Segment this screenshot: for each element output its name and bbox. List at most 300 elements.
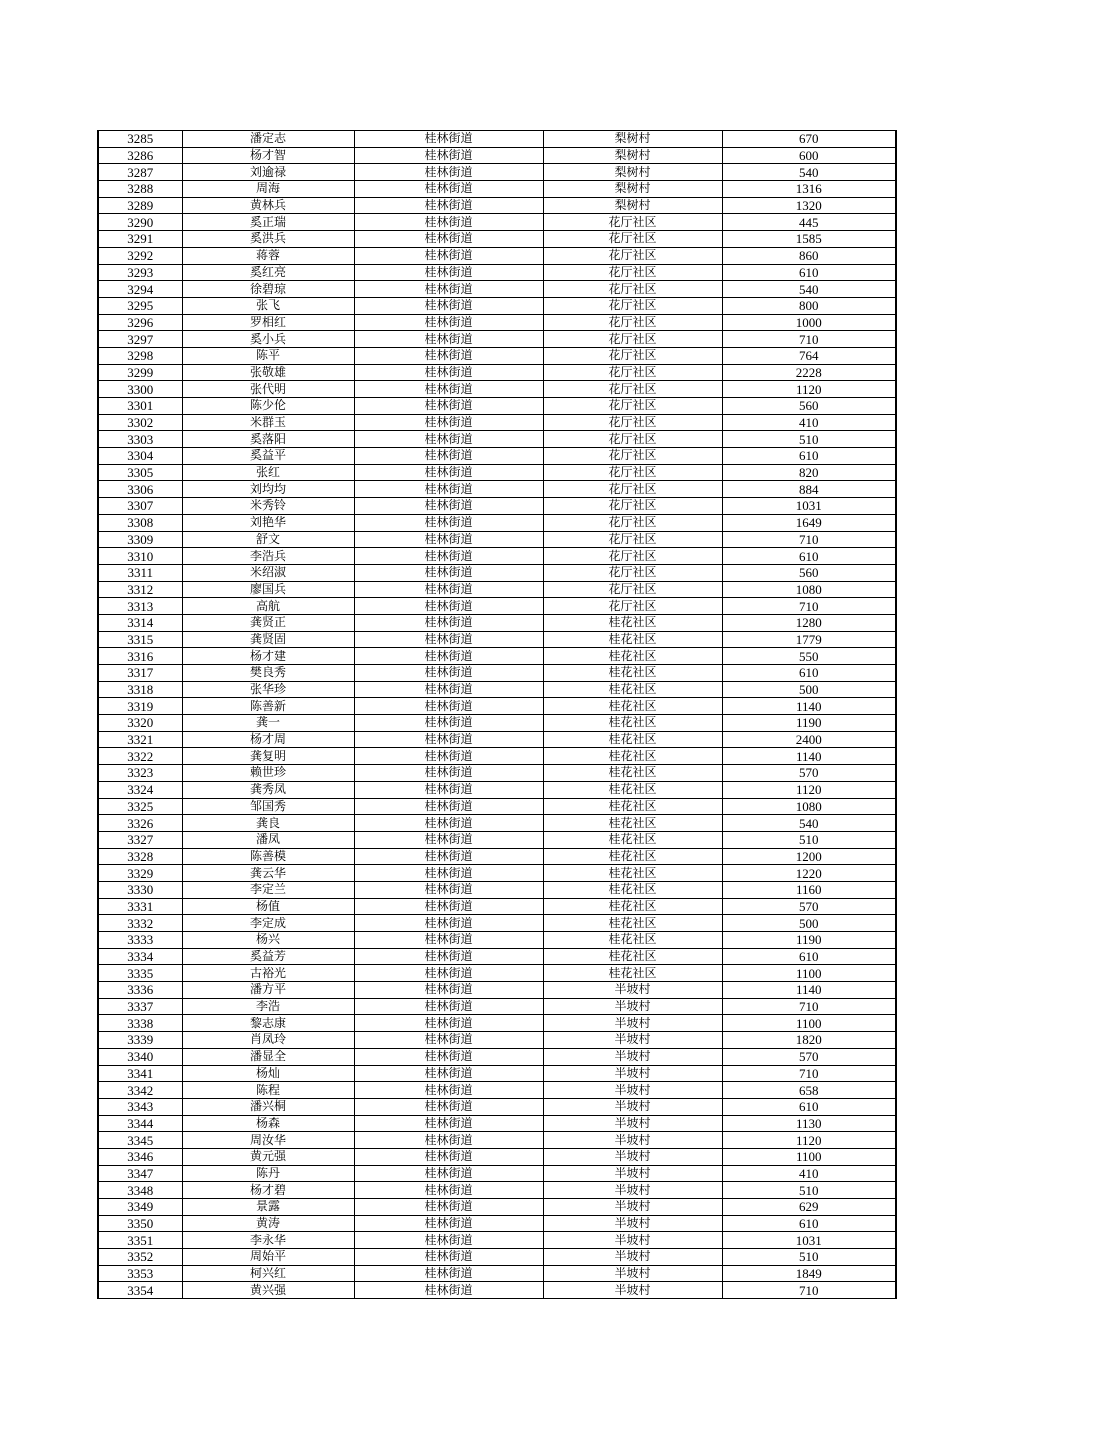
cell-village: 半坡村 — [543, 1199, 722, 1216]
table-row — [98, 314, 896, 331]
cell-number: 3351 — [98, 1232, 182, 1249]
table-row — [98, 781, 896, 798]
table-row — [98, 681, 896, 698]
cell-number: 3317 — [98, 665, 182, 682]
cell-village: 半坡村 — [543, 1282, 722, 1299]
cell-amount: 1649 — [722, 514, 896, 531]
table-row — [98, 1115, 896, 1132]
cell-street: 桂林街道 — [354, 748, 543, 765]
cell-street: 桂林街道 — [354, 765, 543, 782]
cell-street: 桂林街道 — [354, 448, 543, 465]
cell-number: 3345 — [98, 1132, 182, 1149]
cell-number: 3307 — [98, 498, 182, 515]
cell-amount: 570 — [722, 898, 896, 915]
table-row — [98, 982, 896, 999]
cell-street: 桂林街道 — [354, 514, 543, 531]
cell-street: 桂林街道 — [354, 1098, 543, 1115]
cell-number: 3298 — [98, 347, 182, 364]
cell-name: 黄林兵 — [182, 197, 354, 214]
cell-village: 花厅社区 — [543, 498, 722, 515]
table-row — [98, 214, 896, 231]
table-row — [98, 398, 896, 415]
cell-village: 梨树村 — [543, 147, 722, 164]
table-row — [98, 1215, 896, 1232]
cell-village: 半坡村 — [543, 1032, 722, 1049]
cell-street: 桂林街道 — [354, 614, 543, 631]
cell-number: 3340 — [98, 1048, 182, 1065]
cell-amount: 2228 — [722, 364, 896, 381]
cell-street: 桂林街道 — [354, 131, 543, 148]
table-row — [98, 1249, 896, 1266]
cell-amount: 820 — [722, 464, 896, 481]
cell-name: 黄兴强 — [182, 1282, 354, 1299]
cell-name: 李定成 — [182, 915, 354, 932]
cell-village: 花厅社区 — [543, 398, 722, 415]
cell-name: 陈程 — [182, 1082, 354, 1099]
cell-village: 半坡村 — [543, 1265, 722, 1282]
cell-street: 桂林街道 — [354, 698, 543, 715]
table-row — [98, 548, 896, 565]
cell-name: 奚小兵 — [182, 331, 354, 348]
cell-amount: 1190 — [722, 932, 896, 949]
cell-name: 米绍淑 — [182, 564, 354, 581]
cell-number: 3330 — [98, 881, 182, 898]
cell-amount: 560 — [722, 398, 896, 415]
cell-street: 桂林街道 — [354, 414, 543, 431]
cell-street: 桂林街道 — [354, 915, 543, 932]
cell-amount: 1140 — [722, 982, 896, 999]
cell-street: 桂林街道 — [354, 998, 543, 1015]
cell-amount: 445 — [722, 214, 896, 231]
cell-number: 3312 — [98, 581, 182, 598]
cell-number: 3314 — [98, 614, 182, 631]
table-row — [98, 164, 896, 181]
cell-name: 龚贤固 — [182, 631, 354, 648]
cell-village: 花厅社区 — [543, 548, 722, 565]
cell-street: 桂林街道 — [354, 1065, 543, 1082]
cell-street: 桂林街道 — [354, 715, 543, 732]
cell-street: 桂林街道 — [354, 1165, 543, 1182]
cell-amount: 570 — [722, 765, 896, 782]
cell-village: 桂花社区 — [543, 831, 722, 848]
cell-name: 陈善模 — [182, 848, 354, 865]
cell-number: 3333 — [98, 932, 182, 949]
cell-village: 桂花社区 — [543, 948, 722, 965]
cell-number: 3310 — [98, 548, 182, 565]
table-row — [98, 331, 896, 348]
cell-number: 3301 — [98, 398, 182, 415]
table-row — [98, 915, 896, 932]
table-row — [98, 831, 896, 848]
table-row — [98, 1199, 896, 1216]
cell-street: 桂林街道 — [354, 331, 543, 348]
cell-name: 周始平 — [182, 1249, 354, 1266]
table-row — [98, 297, 896, 314]
cell-name: 米秀铃 — [182, 498, 354, 515]
cell-amount: 710 — [722, 998, 896, 1015]
cell-street: 桂林街道 — [354, 247, 543, 264]
cell-village: 桂花社区 — [543, 648, 722, 665]
cell-name: 张飞 — [182, 297, 354, 314]
cell-village: 桂花社区 — [543, 665, 722, 682]
cell-street: 桂林街道 — [354, 314, 543, 331]
cell-amount: 610 — [722, 448, 896, 465]
cell-amount: 800 — [722, 297, 896, 314]
cell-village: 桂花社区 — [543, 748, 722, 765]
cell-street: 桂林街道 — [354, 881, 543, 898]
cell-amount: 1820 — [722, 1032, 896, 1049]
table-row — [98, 448, 896, 465]
cell-number: 3327 — [98, 831, 182, 848]
cell-name: 黎志康 — [182, 1015, 354, 1032]
cell-name: 杨才建 — [182, 648, 354, 665]
cell-number: 3302 — [98, 414, 182, 431]
cell-street: 桂林街道 — [354, 598, 543, 615]
cell-number: 3304 — [98, 448, 182, 465]
cell-number: 3322 — [98, 748, 182, 765]
cell-name: 奚落阳 — [182, 431, 354, 448]
cell-name: 舒文 — [182, 531, 354, 548]
cell-number: 3293 — [98, 264, 182, 281]
cell-amount: 1160 — [722, 881, 896, 898]
cell-number: 3350 — [98, 1215, 182, 1232]
cell-street: 桂林街道 — [354, 831, 543, 848]
cell-number: 3324 — [98, 781, 182, 798]
table-row — [98, 748, 896, 765]
cell-village: 花厅社区 — [543, 264, 722, 281]
cell-number: 3348 — [98, 1182, 182, 1199]
cell-amount: 610 — [722, 264, 896, 281]
cell-number: 3326 — [98, 815, 182, 832]
table-row — [98, 715, 896, 732]
table-row — [98, 1015, 896, 1032]
table-row — [98, 347, 896, 364]
table-row — [98, 514, 896, 531]
cell-name: 刘均均 — [182, 481, 354, 498]
cell-number: 3306 — [98, 481, 182, 498]
cell-street: 桂林街道 — [354, 581, 543, 598]
cell-name: 奚洪兵 — [182, 231, 354, 248]
table-row — [98, 1098, 896, 1115]
cell-number: 3334 — [98, 948, 182, 965]
cell-name: 奚红亮 — [182, 264, 354, 281]
cell-street: 桂林街道 — [354, 965, 543, 982]
cell-street: 桂林街道 — [354, 364, 543, 381]
cell-village: 半坡村 — [543, 1182, 722, 1199]
table-row — [98, 998, 896, 1015]
cell-name: 张红 — [182, 464, 354, 481]
cell-name: 徐碧琼 — [182, 281, 354, 298]
table-row — [98, 898, 896, 915]
cell-amount: 670 — [722, 131, 896, 148]
cell-number: 3354 — [98, 1282, 182, 1299]
cell-name: 龚复明 — [182, 748, 354, 765]
cell-name: 奚益芳 — [182, 948, 354, 965]
cell-amount: 1849 — [722, 1265, 896, 1282]
cell-village: 半坡村 — [543, 1148, 722, 1165]
table-row — [98, 431, 896, 448]
cell-name: 张代明 — [182, 381, 354, 398]
cell-number: 3347 — [98, 1165, 182, 1182]
cell-street: 桂林街道 — [354, 848, 543, 865]
cell-amount: 1120 — [722, 1132, 896, 1149]
cell-name: 陈丹 — [182, 1165, 354, 1182]
table-row — [98, 848, 896, 865]
table-row — [98, 698, 896, 715]
table-body — [98, 131, 896, 1299]
cell-street: 桂林街道 — [354, 1032, 543, 1049]
table-row — [98, 181, 896, 198]
cell-amount: 1130 — [722, 1115, 896, 1132]
table-row — [98, 965, 896, 982]
table-row — [98, 665, 896, 682]
cell-street: 桂林街道 — [354, 1082, 543, 1099]
cell-amount: 1031 — [722, 498, 896, 515]
table-row — [98, 1265, 896, 1282]
cell-village: 半坡村 — [543, 1215, 722, 1232]
cell-village: 桂花社区 — [543, 915, 722, 932]
cell-number: 3346 — [98, 1148, 182, 1165]
cell-amount: 1080 — [722, 798, 896, 815]
cell-street: 桂林街道 — [354, 464, 543, 481]
cell-amount: 560 — [722, 564, 896, 581]
table-row — [98, 881, 896, 898]
cell-street: 桂林街道 — [354, 347, 543, 364]
cell-village: 半坡村 — [543, 1132, 722, 1149]
cell-number: 3303 — [98, 431, 182, 448]
cell-number: 3321 — [98, 731, 182, 748]
table-row — [98, 414, 896, 431]
cell-amount: 710 — [722, 531, 896, 548]
cell-village: 花厅社区 — [543, 448, 722, 465]
cell-village: 桂花社区 — [543, 765, 722, 782]
cell-amount: 610 — [722, 1098, 896, 1115]
cell-village: 花厅社区 — [543, 414, 722, 431]
cell-village: 花厅社区 — [543, 531, 722, 548]
cell-name: 柯兴红 — [182, 1265, 354, 1282]
table-row — [98, 932, 896, 949]
table-row — [98, 598, 896, 615]
cell-village: 花厅社区 — [543, 381, 722, 398]
cell-number: 3309 — [98, 531, 182, 548]
table-row — [98, 131, 896, 148]
table-row — [98, 1282, 896, 1299]
cell-amount: 1190 — [722, 715, 896, 732]
cell-street: 桂林街道 — [354, 815, 543, 832]
cell-name: 陈善新 — [182, 698, 354, 715]
cell-name: 邹国秀 — [182, 798, 354, 815]
cell-amount: 500 — [722, 915, 896, 932]
cell-number: 3344 — [98, 1115, 182, 1132]
cell-number: 3329 — [98, 865, 182, 882]
cell-street: 桂林街道 — [354, 1249, 543, 1266]
table-row — [98, 798, 896, 815]
table-row — [98, 364, 896, 381]
cell-street: 桂林街道 — [354, 631, 543, 648]
cell-number: 3318 — [98, 681, 182, 698]
cell-name: 龚贤正 — [182, 614, 354, 631]
cell-name: 蒋蓉 — [182, 247, 354, 264]
cell-street: 桂林街道 — [354, 147, 543, 164]
cell-street: 桂林街道 — [354, 1048, 543, 1065]
table-row — [98, 614, 896, 631]
cell-amount: 540 — [722, 281, 896, 298]
cell-amount: 1031 — [722, 1232, 896, 1249]
cell-name: 李浩 — [182, 998, 354, 1015]
cell-name: 樊良秀 — [182, 665, 354, 682]
table-row — [98, 1048, 896, 1065]
cell-village: 半坡村 — [543, 1048, 722, 1065]
cell-village: 花厅社区 — [543, 514, 722, 531]
cell-name: 张敬雄 — [182, 364, 354, 381]
cell-number: 3289 — [98, 197, 182, 214]
cell-village: 花厅社区 — [543, 297, 722, 314]
cell-village: 花厅社区 — [543, 598, 722, 615]
cell-amount: 610 — [722, 665, 896, 682]
cell-amount: 610 — [722, 548, 896, 565]
cell-number: 3339 — [98, 1032, 182, 1049]
cell-number: 3297 — [98, 331, 182, 348]
cell-number: 3299 — [98, 364, 182, 381]
cell-name: 高航 — [182, 598, 354, 615]
table-row — [98, 564, 896, 581]
cell-amount: 1080 — [722, 581, 896, 598]
cell-name: 李永华 — [182, 1232, 354, 1249]
cell-name: 杨才智 — [182, 147, 354, 164]
cell-name: 杨兴 — [182, 932, 354, 949]
table-row — [98, 197, 896, 214]
cell-name: 杨灿 — [182, 1065, 354, 1082]
cell-number: 3323 — [98, 765, 182, 782]
cell-street: 桂林街道 — [354, 1132, 543, 1149]
cell-name: 龚一 — [182, 715, 354, 732]
table-row — [98, 1082, 896, 1099]
cell-name: 奚正瑞 — [182, 214, 354, 231]
cell-amount: 658 — [722, 1082, 896, 1099]
cell-street: 桂林街道 — [354, 297, 543, 314]
table-row — [98, 765, 896, 782]
cell-number: 3294 — [98, 281, 182, 298]
cell-village: 花厅社区 — [543, 331, 722, 348]
cell-street: 桂林街道 — [354, 1215, 543, 1232]
cell-street: 桂林街道 — [354, 665, 543, 682]
table-row — [98, 531, 896, 548]
table-row — [98, 231, 896, 248]
cell-number: 3353 — [98, 1265, 182, 1282]
cell-amount: 1120 — [722, 381, 896, 398]
cell-name: 罗相红 — [182, 314, 354, 331]
cell-name: 赖世珍 — [182, 765, 354, 782]
cell-number: 3335 — [98, 965, 182, 982]
cell-number: 3336 — [98, 982, 182, 999]
cell-village: 花厅社区 — [543, 281, 722, 298]
cell-amount: 884 — [722, 481, 896, 498]
cell-amount: 510 — [722, 431, 896, 448]
table-row — [98, 648, 896, 665]
table-row — [98, 147, 896, 164]
cell-amount: 510 — [722, 1182, 896, 1199]
cell-street: 桂林街道 — [354, 865, 543, 882]
cell-village: 桂花社区 — [543, 731, 722, 748]
cell-name: 张华珍 — [182, 681, 354, 698]
cell-name: 潘凤 — [182, 831, 354, 848]
cell-amount: 1100 — [722, 965, 896, 982]
cell-village: 半坡村 — [543, 982, 722, 999]
cell-name: 龚良 — [182, 815, 354, 832]
cell-street: 桂林街道 — [354, 798, 543, 815]
cell-street: 桂林街道 — [354, 197, 543, 214]
cell-village: 半坡村 — [543, 1232, 722, 1249]
cell-amount: 1140 — [722, 748, 896, 765]
cell-street: 桂林街道 — [354, 1265, 543, 1282]
cell-name: 杨值 — [182, 898, 354, 915]
cell-name: 龚秀凤 — [182, 781, 354, 798]
table-row — [98, 1148, 896, 1165]
cell-village: 花厅社区 — [543, 464, 722, 481]
cell-amount: 1320 — [722, 197, 896, 214]
cell-street: 桂林街道 — [354, 1115, 543, 1132]
cell-name: 潘方平 — [182, 982, 354, 999]
cell-amount: 410 — [722, 414, 896, 431]
cell-street: 桂林街道 — [354, 982, 543, 999]
cell-amount: 540 — [722, 164, 896, 181]
table-row — [98, 264, 896, 281]
cell-name: 古裕光 — [182, 965, 354, 982]
cell-village: 半坡村 — [543, 1065, 722, 1082]
cell-amount: 710 — [722, 1065, 896, 1082]
cell-amount: 1200 — [722, 848, 896, 865]
table-row — [98, 464, 896, 481]
cell-amount: 1220 — [722, 865, 896, 882]
cell-name: 李定兰 — [182, 881, 354, 898]
cell-amount: 1100 — [722, 1015, 896, 1032]
cell-street: 桂林街道 — [354, 1015, 543, 1032]
cell-amount: 600 — [722, 147, 896, 164]
cell-number: 3291 — [98, 231, 182, 248]
cell-name: 杨才周 — [182, 731, 354, 748]
cell-amount: 1120 — [722, 781, 896, 798]
cell-name: 廖国兵 — [182, 581, 354, 598]
cell-street: 桂林街道 — [354, 648, 543, 665]
cell-amount: 860 — [722, 247, 896, 264]
cell-village: 桂花社区 — [543, 848, 722, 865]
cell-number: 3319 — [98, 698, 182, 715]
cell-name: 陈平 — [182, 347, 354, 364]
cell-village: 梨树村 — [543, 197, 722, 214]
cell-number: 3287 — [98, 164, 182, 181]
cell-street: 桂林街道 — [354, 164, 543, 181]
cell-village: 梨树村 — [543, 164, 722, 181]
cell-village: 花厅社区 — [543, 247, 722, 264]
cell-name: 潘显全 — [182, 1048, 354, 1065]
cell-street: 桂林街道 — [354, 681, 543, 698]
cell-street: 桂林街道 — [354, 932, 543, 949]
table-row — [98, 731, 896, 748]
table-row — [98, 481, 896, 498]
cell-village: 梨树村 — [543, 181, 722, 198]
cell-amount: 500 — [722, 681, 896, 698]
cell-village: 桂花社区 — [543, 965, 722, 982]
cell-name: 周汝华 — [182, 1132, 354, 1149]
cell-village: 半坡村 — [543, 1082, 722, 1099]
cell-street: 桂林街道 — [354, 1232, 543, 1249]
cell-amount: 1140 — [722, 698, 896, 715]
cell-amount: 570 — [722, 1048, 896, 1065]
cell-amount: 550 — [722, 648, 896, 665]
cell-village: 桂花社区 — [543, 815, 722, 832]
cell-street: 桂林街道 — [354, 531, 543, 548]
cell-name: 李浩兵 — [182, 548, 354, 565]
